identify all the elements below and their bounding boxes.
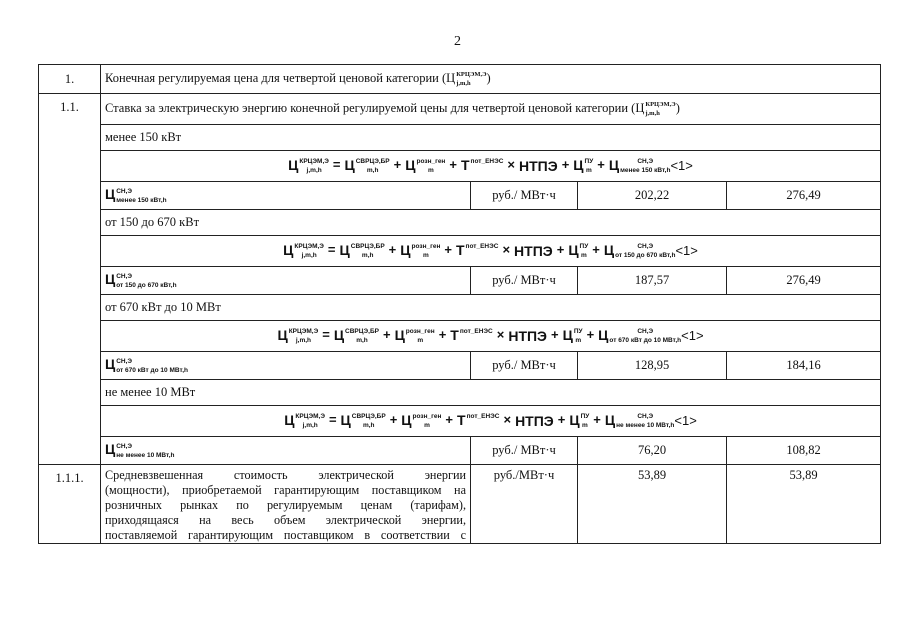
group-heading-row xyxy=(39,380,881,406)
group-heading-row xyxy=(39,295,881,321)
value-cell-1: 202,22 xyxy=(578,182,727,210)
row-1-1 xyxy=(39,94,881,125)
description-line: (мощности), приобретаемой гарантирующим поставщиком на xyxy=(105,483,466,497)
description-line: приходящаяся на весь объем электрической энергии, xyxy=(105,513,466,527)
value-cell-1: 76,20 xyxy=(578,437,727,465)
price-formula: Ц КРЦЭМ,Э j,m,h = Ц СВРЦЭ,БР m,h + Ц розн_ген m + Т пот_ЕНЭС × НТПЭ + Ц ПУ m + Ц СН,Э менее 150 кВт,h <1> xyxy=(101,151,881,182)
unit-cell: руб./ МВт·ч xyxy=(471,352,578,380)
row-1-1-1-unit: руб./МВт·ч xyxy=(471,465,578,544)
value-cell-2: 276,49 xyxy=(727,267,881,295)
value-row xyxy=(39,437,881,465)
value-row xyxy=(39,352,881,380)
formula-row xyxy=(39,236,881,267)
value-row-symbol: Ц СН,Э менее 150 кВт,h xyxy=(101,182,471,210)
row-1-1-1 xyxy=(39,465,881,544)
group-heading: от 150 до 670 кВт xyxy=(101,210,881,236)
value-row-symbol: Ц СН,Э не менее 10 МВт,h xyxy=(101,437,471,465)
description-line: поставляемой гарантирующим поставщиком в соответствии с xyxy=(105,528,466,542)
description-line: Средневзвешенная стоимость электрической энергии xyxy=(105,468,466,482)
description-line: розничных рынках по регулируемым ценам (тарифам), xyxy=(105,498,466,512)
row-1-1-symbol-indices: КРЦЭМ,Э j,m,h xyxy=(645,101,676,117)
unit-cell: руб./ МВт·ч xyxy=(471,437,578,465)
row-1 xyxy=(39,65,881,94)
row-1-number: 1. xyxy=(39,65,101,94)
row-1-1-1-value-2: 53,89 xyxy=(727,465,881,544)
value-cell-1: 128,95 xyxy=(578,352,727,380)
value-row-symbol: Ц СН,Э от 670 кВт до 10 МВт,h xyxy=(101,352,471,380)
row-1-1-1-number: 1.1.1. xyxy=(39,465,101,544)
value-cell-1: 187,57 xyxy=(578,267,727,295)
row-1-1-1-description xyxy=(101,465,471,544)
price-formula: Ц КРЦЭМ,Э j,m,h = Ц СВРЦЭ,БР m,h + Ц розн_ген m + Т пот_ЕНЭС × НТПЭ + Ц ПУ m + Ц СН,Э не менее 10 МВт,h <1> xyxy=(101,406,881,437)
unit-cell: руб./ МВт·ч xyxy=(471,182,578,210)
price-formula: Ц КРЦЭМ,Э j,m,h = Ц СВРЦЭ,БР m,h + Ц розн_ген m + Т пот_ЕНЭС × НТПЭ + Ц ПУ m + Ц СН,Э от 150 до 670 кВт,h <1> xyxy=(101,236,881,267)
group-heading-row xyxy=(39,125,881,151)
value-cell-2: 276,49 xyxy=(727,182,881,210)
group-heading: менее 150 кВт xyxy=(101,125,881,151)
value-cell-2: 108,82 xyxy=(727,437,881,465)
value-row-symbol: Ц СН,Э от 150 до 670 кВт,h xyxy=(101,267,471,295)
group-heading-row xyxy=(39,210,881,236)
value-row xyxy=(39,182,881,210)
formula-row xyxy=(39,151,881,182)
group-heading: не менее 10 МВт xyxy=(101,380,881,406)
formula-row xyxy=(39,321,881,352)
value-cell-2: 184,16 xyxy=(727,352,881,380)
value-row xyxy=(39,267,881,295)
row-1-1-1-value-1: 53,89 xyxy=(578,465,727,544)
row-1-1-title-text: Ставка за электрическую энергию конечной регулируемой цены для четвертой ценовой категории (Ц xyxy=(105,100,645,115)
page-number: 2 xyxy=(454,34,461,49)
row-1-1-number: 1.1. xyxy=(39,94,101,465)
unit-cell: руб./ МВт·ч xyxy=(471,267,578,295)
row-1-1-title: Ставка за электрическую энергию конечной регулируемой цены для четвертой ценовой категории (Ц КРЦЭМ,Э j,m,h ) xyxy=(101,94,881,125)
row-1-title: Конечная регулируемая цена для четвертой ценовой категории (Ц КРЦЭМ,Э j,m,h ) xyxy=(101,65,881,94)
row-1-symbol-indices: КРЦЭМ,Э j,m,h xyxy=(456,71,487,87)
tariff-table xyxy=(38,64,881,544)
row-1-title-text: Конечная регулируемая цена для четвертой ценовой категории (Ц xyxy=(105,70,456,85)
price-formula: Ц КРЦЭМ,Э j,m,h = Ц СВРЦЭ,БР m,h + Ц розн_ген m + Т пот_ЕНЭС × НТПЭ + Ц ПУ m + Ц СН,Э от 670 кВт до 10 МВт,h <1> xyxy=(101,321,881,352)
formula-row xyxy=(39,406,881,437)
group-heading: от 670 кВт до 10 МВт xyxy=(101,295,881,321)
